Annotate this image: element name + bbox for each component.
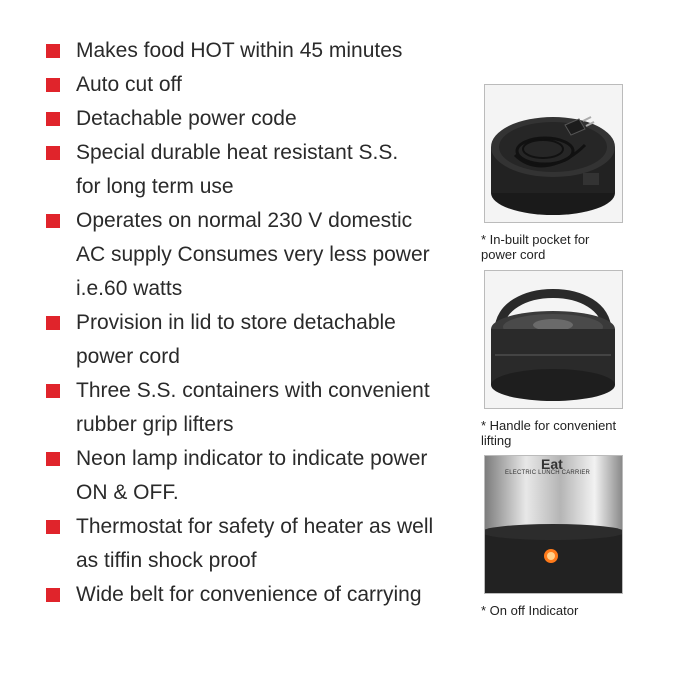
caption-cord-pocket: * In-built pocket for power cord xyxy=(481,232,590,262)
feature-item: Wide belt for convenience of carrying xyxy=(46,578,466,612)
lid-cord-pocket-image xyxy=(484,84,623,223)
bullet-icon xyxy=(46,316,60,330)
feature-item: Makes food HOT within 45 minutes xyxy=(46,34,466,68)
feature-item: Special durable heat resistant S.S. for long term use xyxy=(46,136,466,204)
feature-list xyxy=(46,34,466,612)
handle-image xyxy=(484,270,623,409)
caption-indicator: * On off Indicator xyxy=(481,603,579,618)
feature-item: Three S.S. containers with convenient rubber grip lifters xyxy=(46,374,466,442)
indicator-image xyxy=(484,455,623,594)
lunch-carrier-handle-icon xyxy=(485,271,622,408)
bullet-icon xyxy=(46,146,60,160)
bullet-icon xyxy=(46,588,60,602)
feature-item: Thermostat for safety of heater as well as tiffin shock proof xyxy=(46,510,466,578)
bullet-icon xyxy=(46,214,60,228)
bullet-icon xyxy=(46,44,60,58)
product-label: ELECTRIC LUNCH CARRIER xyxy=(505,470,591,476)
bullet-icon xyxy=(46,384,60,398)
feature-item: Operates on normal 230 V domestic AC supply Consumes very less power i.e.60 watts xyxy=(46,204,466,306)
brand-logo: Eat xyxy=(541,456,563,472)
lid-with-power-cord-icon xyxy=(485,85,622,222)
neon-indicator-lamp-icon xyxy=(485,456,622,593)
feature-item: Provision in lid to store detachable power cord xyxy=(46,306,466,374)
bullet-icon xyxy=(46,78,60,92)
bullet-icon xyxy=(46,452,60,466)
feature-item: Detachable power code xyxy=(46,102,466,136)
bullet-icon xyxy=(46,112,60,126)
bullet-icon xyxy=(46,520,60,534)
feature-item: Neon lamp indicator to indicate power ON & OFF. xyxy=(46,442,466,510)
caption-handle: * Handle for convenient lifting xyxy=(481,418,617,448)
feature-item: Auto cut off xyxy=(46,68,466,102)
